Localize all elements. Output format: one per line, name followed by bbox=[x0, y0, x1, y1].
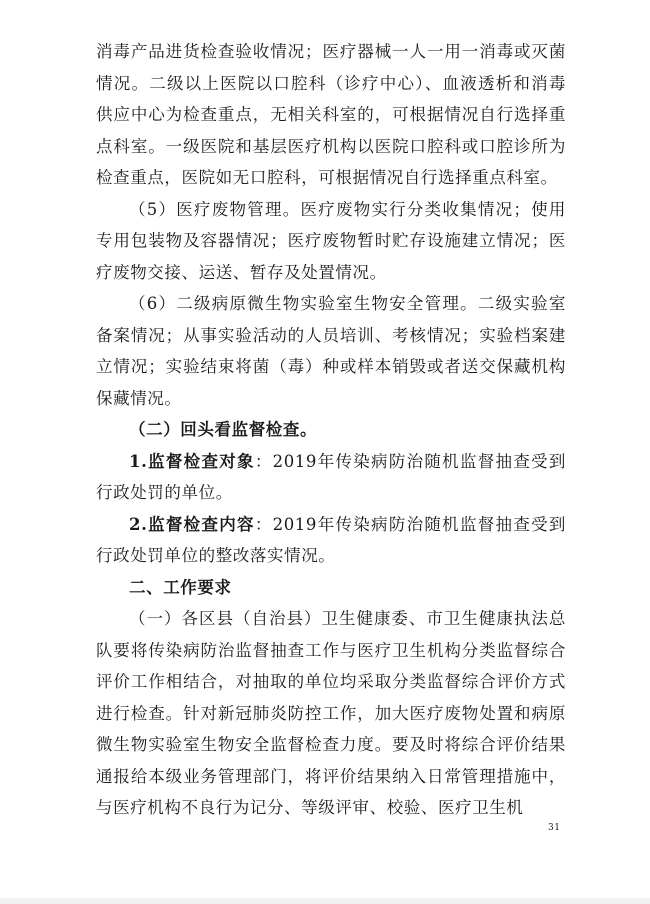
paragraph-inspection-target bbox=[96, 446, 566, 509]
document-body bbox=[96, 36, 566, 824]
paragraph-inspection-content bbox=[96, 509, 566, 572]
section-heading-work-requirements: 二、工作要求 bbox=[129, 577, 232, 597]
paragraph-work-requirement-1: （一）各区县（自治县）卫生健康委、市卫生健康执法总队要将传染病防治监督抽查工作与医疗卫生机构分类监督综合评价工作相结合，对抽取的单位均采取分类监督综合评价方式进行检查。针对新冠肺炎防控工作，加大医疗废物处置和病原微生物实验室生物安全监督检查力度。要及时将综合评价结果通报给本级业务管理部门，将评价结果纳入日常管理措施中，与医疗机构不良行为记分、等级评审、校验、医疗卫生机 bbox=[96, 609, 566, 817]
paragraph-medical-waste: （5）医疗废物管理。医疗废物实行分类收集情况；使用专用包装物及容器情况；医疗废物暂时贮存设施建立情况；医疗废物交接、运送、暂存及处置情况。 bbox=[96, 199, 566, 282]
page-number: 31 bbox=[548, 823, 561, 833]
inspection-target-label: 1.监督检查对象 bbox=[129, 451, 255, 471]
inspection-content-text: ：2019年传染病防治随机监督抽查受到行政处罚单位的整改落实情况。 bbox=[96, 514, 566, 565]
inspection-target-text: ：2019年传染病防治随机监督抽查受到行政处罚的单位。 bbox=[96, 451, 566, 502]
page-bottom-edge bbox=[0, 898, 650, 904]
inspection-content-label: 2.监督检查内容 bbox=[129, 514, 255, 534]
paragraph-lab-biosafety: （6）二级病原微生物实验室生物安全管理。二级实验室备案情况；从事实验活动的人员培训、考核情况；实验档案建立情况；实验结束将菌（毒）种或样本销毁或者送交保藏机构保藏情况。 bbox=[96, 294, 566, 408]
paragraph-disinfection-check: 消毒产品进货检查验收情况；医疗器械一人一用一消毒或灭菌情况。二级以上医院以口腔科（诊疗中心）、血液透析和消毒供应中心为检查重点，无相关科室的，可根据情况自行选择重点科室。一级医院和基层医疗机构以医院口腔科或口腔诊所为检查重点，医院如无口腔科，可根据情况自行选择重点科室。 bbox=[96, 42, 566, 187]
section-heading-lookback: （二）回头看监督检查。 bbox=[129, 420, 318, 439]
